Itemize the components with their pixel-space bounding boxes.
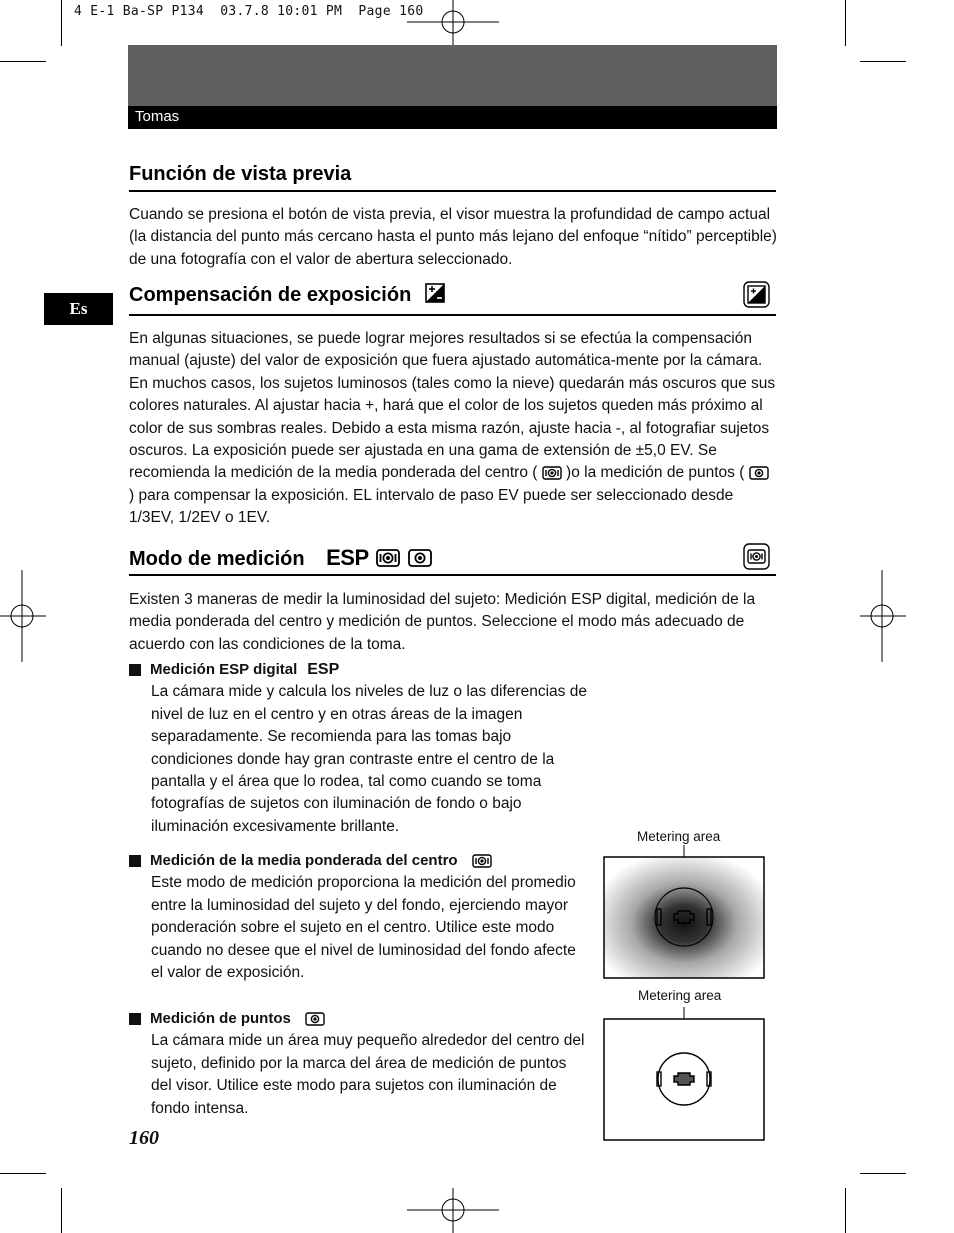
metering-item-body: La cámara mide y calcula los niveles de luz o las diferencias de nivel de luz en el centro y en otras áreas de la imagen separadamente. Se recomienda para las tomas bajo condiciones donde hay gran contraste entre el centro de la pantalla y el área que lo rodea, tal como cuando se toma fotografías de sujetos con iluminación de fondo o bajo iluminación excesivamente brillante. — [151, 683, 587, 835]
print-header: 4 E-1 Ba-SP P134 03.7.8 10:01 PM Page 160 — [74, 4, 424, 19]
exposure-compensation-icon — [425, 283, 445, 303]
metering-item-title — [129, 1008, 591, 1030]
chapter-label: Tomas — [135, 108, 180, 125]
bullet-square-icon — [129, 1013, 141, 1025]
metering-item-title — [129, 659, 591, 681]
spot-metering-diagram — [603, 1007, 765, 1142]
exposure-body-part3: ) para compensar la exposición. EL intervalo de paso EV puede ser seleccionado desde 1/3EV, 1/2EV o 1EV. — [129, 486, 734, 527]
spot-metering-icon — [408, 549, 432, 567]
esp-label: ESP — [326, 545, 369, 570]
section-heading-exposure — [129, 283, 776, 316]
section-title-metering: Modo de medición — [129, 548, 305, 570]
bullet-square-icon — [129, 664, 141, 676]
metering-item-center-weighted — [129, 850, 591, 984]
banner-strip — [128, 106, 777, 129]
center-weighted-icon — [376, 549, 400, 567]
center-weighted-icon — [472, 854, 492, 868]
exposure-body — [129, 328, 777, 530]
center-weighted-diagram — [603, 845, 765, 980]
preview-body: Cuando se presiona el botón de vista previa, el visor muestra la profundidad de campo actual (la distancia del punto más cercano hasta el punto más lejano del enfoque “nítido” perceptible) de una fotografía con el valor de abertura seleccionado. — [129, 206, 777, 268]
metering-item-body: La cámara mide un área muy pequeño alrededor del centro del sujeto, definido por la marca del área de medición de puntos del visor. Utilice este modo para sujetos con iluminación de fondo intensa. — [151, 1032, 585, 1117]
exposure-body-part2: )o la medición de puntos ( — [566, 464, 745, 482]
metering-item-title-text: Medición de la media ponderada del centro — [150, 852, 458, 869]
section-title-exposure: Compensación de exposición — [129, 284, 412, 306]
registration-mark-right — [860, 570, 906, 662]
page-number: 160 — [129, 1127, 159, 1149]
metering-item-title — [129, 850, 591, 872]
metering-intro: Existen 3 maneras de medir la luminosidad del sujeto: Medición ESP digital, medición de la media ponderada del centro y medición de puntos. Seleccione el modo más adecuado de acuerdo con las condiciones de la toma. — [129, 591, 756, 653]
bullet-square-icon — [129, 855, 141, 867]
metering-item-title-text: Medición de puntos — [150, 1010, 291, 1027]
spot-metering-icon — [305, 1012, 325, 1026]
metering-area-label: Metering area — [637, 829, 721, 844]
esp-badge: ESP — [307, 661, 340, 678]
metering-item-spot — [129, 1008, 591, 1120]
section-title-preview: Función de vista previa — [129, 163, 352, 185]
metering-item-esp — [129, 659, 591, 838]
section-heading-preview — [129, 163, 776, 192]
metering-badge-icon — [743, 543, 770, 570]
center-weighted-icon — [542, 466, 562, 480]
chapter-banner — [128, 45, 777, 129]
exposure-body-part1: En algunas situaciones, se puede lograr mejores resultados si se efectúa la compensación manual (ajuste) del valor de exposición que fuera ajustado automática-mente por la cámara. En muchos casos, los sujetos luminosos (tales como la nieve) quedarán más oscuros que sus colores naturales. Al ajustar hacia +, hará que el color de los sujetos queden más próximo al color de sus sombras reales. Debido a esta misma razón, ajuste hacia -, al fotografiar sujetos oscuros. La exposición puede ser ajustada en una gama de extensión de ±5,0 EV. Se recomienda la medición de la media ponderada del centro ( — [129, 330, 776, 482]
registration-mark-bottom — [407, 1188, 499, 1233]
registration-mark-top — [407, 0, 499, 46]
exposure-compensation-badge-icon — [743, 281, 770, 308]
metering-item-title-text: Medición ESP digital — [150, 661, 298, 678]
spot-metering-icon — [749, 466, 769, 480]
registration-mark-left — [0, 570, 46, 662]
metering-area-label: Metering area — [638, 988, 722, 1003]
language-tab: Es — [44, 293, 113, 325]
section-heading-metering — [129, 545, 776, 576]
metering-item-body: Este modo de medición proporciona la medición del promedio entre la luminosidad del sujeto y del fondo, ejerciendo mayor ponderación sobre el sujeto en el centro. Utilice este modo cuando no desee que el nivel de luminosidad del fondo afecte el valor de exposición. — [151, 874, 576, 982]
